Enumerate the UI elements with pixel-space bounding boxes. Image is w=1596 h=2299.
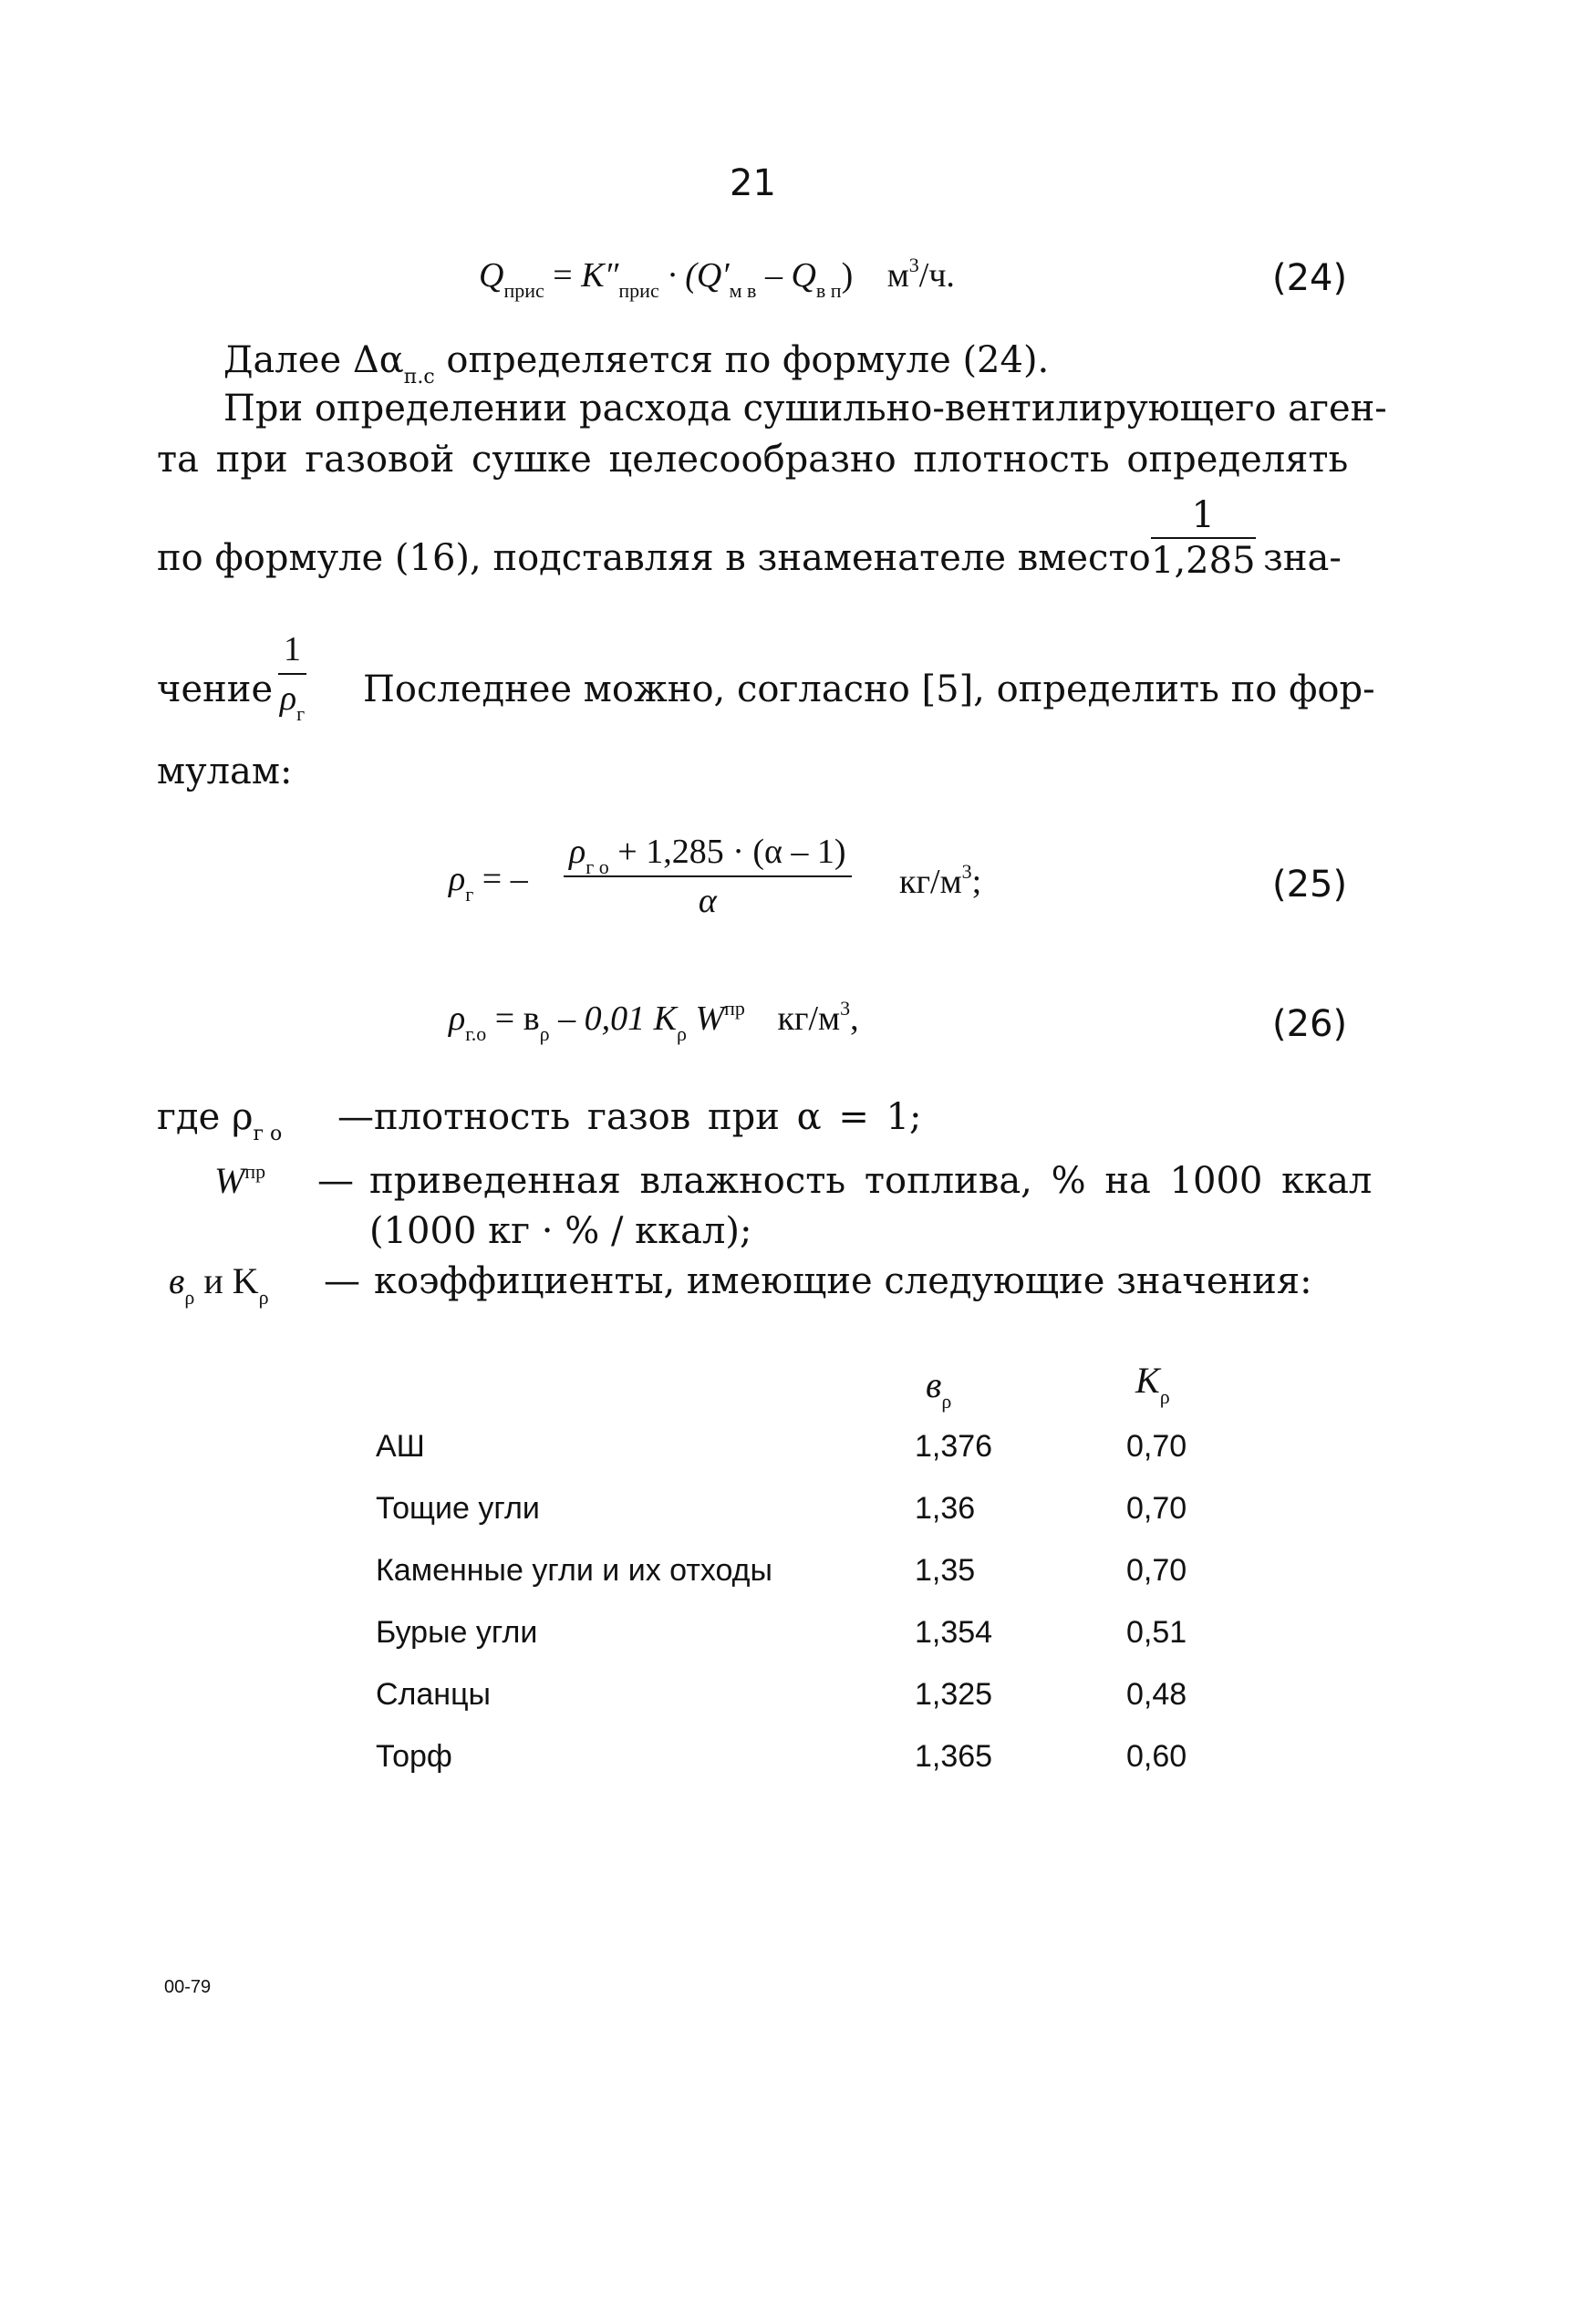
eq24-k-sub: прис	[618, 279, 659, 302]
definition-b-k: $в_\rho$ и $K_\rho$	[169, 1260, 269, 1309]
paragraph-2-line-1: При определении расхода сушильно-вентилирующего аген-	[223, 388, 1387, 430]
eq24-lhs-sub: прис	[503, 279, 544, 302]
equation-25-fraction: $\frac{\rho_{г о} + 1,285 \cdot (\alpha - 1)}{\alpha}$	[564, 832, 852, 921]
page-number: 21	[730, 162, 776, 204]
table-row-k-value: 0,51	[1126, 1615, 1187, 1650]
paragraph-2-line-4-pre: чение	[157, 668, 274, 710]
definition-rho-go-dash: —	[337, 1096, 374, 1138]
table-row-b-value: 1,325	[915, 1677, 993, 1712]
frac2-num: 1	[278, 629, 306, 675]
footer-code: 00-79	[164, 1977, 212, 1997]
table-row-name: АШ	[376, 1429, 425, 1464]
eq24-unit-sup: 3	[908, 254, 919, 276]
p1-post: определяется по формуле (24).	[434, 339, 1050, 381]
table-row-b-value: 1,35	[915, 1553, 976, 1588]
table-row-name: Сланцы	[376, 1677, 491, 1712]
p1-pre: Далее Δα	[223, 339, 404, 381]
paragraph-2-line-5: мулам:	[157, 751, 293, 792]
table-row-k-value: 0,70	[1126, 1429, 1187, 1464]
table-row-b-value: 1,365	[915, 1739, 993, 1774]
eq24-equals: =	[553, 256, 573, 295]
eq24-k: K″	[581, 256, 619, 295]
paragraph-1	[223, 339, 1050, 388]
definition-w-text-2: (1000 кг · % / ккал);	[369, 1210, 752, 1252]
table-row-name: Каменные угли и их отходы	[376, 1553, 772, 1588]
eq24-q1-sub: м в	[729, 279, 757, 302]
p1-sub: п.с	[403, 366, 435, 388]
table-row-name: Бурые угли	[376, 1615, 538, 1650]
paragraph-2-line-3-end: зна-	[1263, 537, 1342, 579]
equation-25-number: (25)	[1272, 864, 1348, 906]
equation-25-lhs: $\rho_г$ = –	[449, 860, 528, 906]
fraction-1-over-rho-g	[278, 629, 306, 725]
definition-w-text: приведенная влажность топлива, % на 1000 ккал	[369, 1160, 1373, 1202]
definition-rho-go-text: плотность газов при α = 1;	[374, 1096, 922, 1138]
paragraph-2-line-3: по формуле (16), подставляя в знаменателе вместо	[157, 537, 1151, 579]
table-row-b-value: 1,36	[915, 1491, 976, 1526]
frac-num: 1	[1151, 497, 1256, 539]
eq24-lhs: Q	[479, 256, 504, 295]
table-row-name: Торф	[376, 1739, 452, 1774]
table-row-k-value: 0,70	[1126, 1553, 1187, 1588]
definition-w: $W^{пр}$	[214, 1160, 266, 1201]
fraction-1-over-1285	[1151, 494, 1256, 582]
definition-b-k-text: коэффициенты, имеющие следующие значения:	[374, 1260, 1312, 1302]
table-row-b-value: 1,376	[915, 1429, 993, 1464]
definition-w-dash: —	[317, 1160, 354, 1202]
equation-25-unit: $кг/м^3$;	[899, 860, 982, 901]
frac2-den: $\rho_г$	[279, 679, 306, 725]
equation-24-number: (24)	[1272, 257, 1348, 299]
table-row-k-value: 0,60	[1126, 1739, 1187, 1774]
frac-den: 1,285	[1151, 540, 1256, 582]
eq24-close: )	[841, 256, 854, 295]
eq24-q2-sub: в п	[815, 279, 842, 302]
table-header-k: $K_\rho$	[1135, 1360, 1170, 1408]
equation-26-number: (26)	[1272, 1003, 1348, 1045]
equation-26: $\rho_{г.о} = в_\rho - 0,01$ $K_\rho$ $W^{пр}$ $кг/м^3$,	[449, 997, 859, 1045]
eq24-q2: – Q	[756, 256, 816, 295]
definition-rho-go: где $\rho_{г о}$	[157, 1096, 283, 1145]
table-header-b: $в_\rho$	[926, 1364, 952, 1413]
table-row-name: Тощие угли	[376, 1491, 540, 1526]
eq24-unit-end: /ч.	[918, 256, 955, 295]
eq24-unit: м	[886, 256, 909, 295]
eq24-q1: · (Q′	[668, 256, 730, 295]
table-row-k-value: 0,48	[1126, 1677, 1187, 1712]
table-row-b-value: 1,354	[915, 1615, 993, 1650]
definition-b-k-dash: —	[324, 1260, 360, 1302]
paragraph-2-line-2: та при газовой сушке целесообразно плотность определять	[157, 439, 1349, 481]
table-row-k-value: 0,70	[1126, 1491, 1187, 1526]
equation-24	[479, 254, 955, 302]
paragraph-2-line-4: Последнее можно, согласно [5], определить по фор-	[363, 668, 1375, 710]
